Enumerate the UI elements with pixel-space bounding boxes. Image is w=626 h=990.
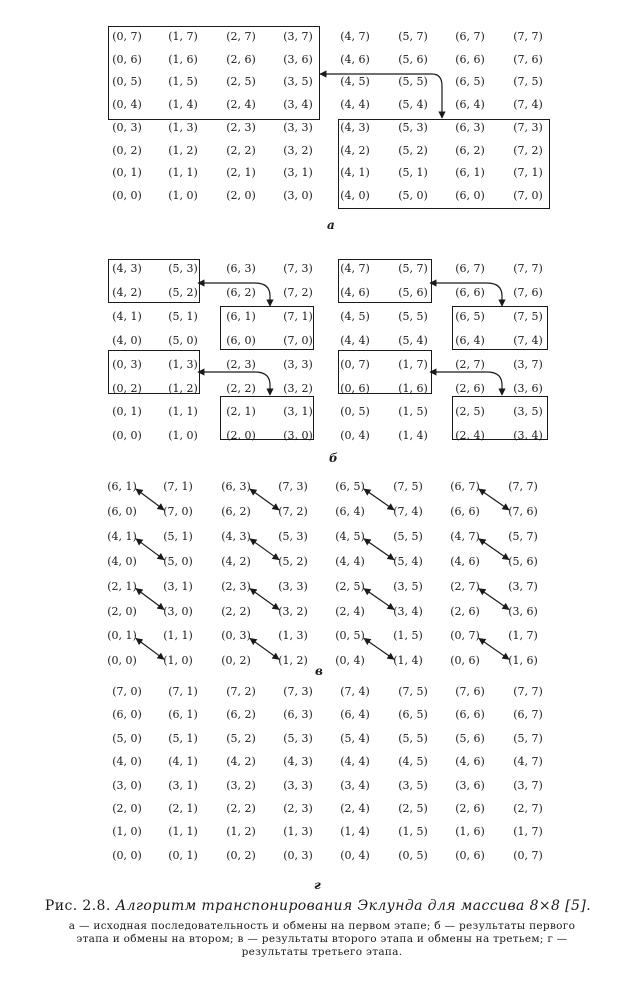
panel-b-block-1: [108, 259, 200, 303]
grid-cell: (1, 7): [168, 30, 198, 43]
grid-cell: (4, 0): [112, 755, 142, 769]
grid-cell: (5, 4): [398, 333, 428, 347]
grid-cell: (7, 4): [393, 504, 423, 518]
grid-cell: (2, 5): [398, 802, 428, 815]
panel-b-block-4: [452, 306, 548, 350]
grid-cell: (5, 2): [278, 554, 308, 568]
grid-cell: (6, 5): [455, 75, 485, 89]
grid-cell: (1, 0): [168, 188, 198, 202]
grid-cell: (5, 4): [398, 98, 428, 112]
grid-cell: (2, 3): [226, 120, 256, 134]
grid-cell: (5, 0): [163, 554, 193, 568]
grid-cell: (1, 5): [393, 629, 423, 643]
grid-cell: (3, 4): [513, 429, 543, 443]
grid-cell: (2, 7): [455, 357, 485, 371]
grid-cell: (5, 5): [398, 731, 428, 745]
grid-cell: (7, 6): [513, 285, 543, 299]
grid-cell: (0, 0): [112, 188, 142, 202]
grid-cell: (2, 7): [513, 802, 543, 815]
grid-cell: (4, 7): [450, 529, 480, 543]
grid-cell: (6, 1): [107, 480, 137, 493]
grid-cell: (6, 6): [455, 285, 485, 299]
grid-cell: (5, 1): [168, 309, 198, 323]
grid-cell: (6, 5): [335, 480, 365, 493]
grid-cell: (2, 2): [226, 381, 256, 395]
grid-cell: (0, 6): [112, 52, 142, 66]
grid-cell: (0, 4): [335, 654, 365, 668]
grid-cell: (2, 4): [335, 604, 365, 618]
grid-cell: (7, 0): [513, 188, 543, 202]
grid-cell: (4, 5): [340, 309, 370, 323]
grid-cell: (0, 7): [340, 357, 370, 371]
grid-cell: (7, 4): [513, 98, 543, 112]
grid-cell: (2, 1): [168, 802, 198, 815]
grid-cell: (2, 6): [450, 604, 480, 618]
grid-cell: (5, 2): [226, 731, 256, 745]
panel-b-block-5: [108, 350, 200, 394]
panel-a-block-bottom-right: [338, 119, 550, 209]
grid-cell: (2, 1): [226, 405, 256, 419]
grid-cell: (5, 7): [398, 262, 428, 275]
grid-cell: (1, 3): [283, 825, 313, 839]
grid-cell: (6, 2): [221, 504, 251, 518]
grid-cell: (4, 4): [340, 98, 370, 112]
grid-cell: (7, 5): [513, 75, 543, 89]
grid-cell: (4, 6): [455, 755, 485, 769]
grid-cell: (5, 6): [455, 731, 485, 745]
grid-cell: (6, 7): [450, 480, 480, 493]
grid-cell: (7, 6): [508, 504, 538, 518]
grid-cell: (3, 0): [112, 778, 142, 792]
grid-cell: (2, 5): [335, 579, 365, 593]
grid-cell: (5, 5): [398, 309, 428, 323]
panel-b-block-3: [338, 259, 432, 303]
grid-cell: (7, 2): [283, 285, 313, 299]
grid-cell: (6, 4): [455, 333, 485, 347]
grid-cell: (0, 2): [221, 654, 251, 668]
grid-cell: (2, 6): [226, 52, 256, 66]
grid-cell: (1, 2): [168, 381, 198, 395]
grid-cell: (2, 1): [107, 579, 137, 593]
grid-cell: (0, 2): [112, 381, 142, 395]
grid-cell: (3, 6): [508, 604, 538, 618]
grid-cell: (1, 0): [163, 654, 193, 668]
grid-cell: (0, 5): [340, 405, 370, 419]
grid-cell: (1, 6): [168, 52, 198, 66]
grid-cell: (6, 1): [226, 309, 256, 323]
grid-cell: (7, 0): [283, 333, 313, 347]
grid-cell: (6, 1): [168, 708, 198, 722]
grid-cell: (1, 4): [398, 429, 428, 443]
grid-cell: (5, 1): [163, 529, 193, 543]
grid-cell: (3, 2): [283, 143, 313, 157]
grid-cell: (6, 4): [340, 708, 370, 722]
grid-cell: (3, 4): [283, 98, 313, 112]
figure-title: Алгоритм транспонирования Эклунда для массива 8×8 [5].: [115, 898, 592, 914]
grid-cell: (7, 6): [455, 685, 485, 698]
grid-cell: (1, 4): [168, 98, 198, 112]
grid-cell: (2, 6): [455, 381, 485, 395]
grid-cell: (4, 0): [112, 333, 142, 347]
panel-a-label: а: [327, 218, 335, 232]
panel-b-label: б: [329, 451, 338, 465]
grid-cell: (5, 3): [398, 120, 428, 134]
grid-cell: (2, 2): [221, 604, 251, 618]
grid-cell: (7, 3): [283, 262, 313, 275]
panel-b-block-2: [220, 306, 314, 350]
panel-b-block-8: [452, 396, 548, 443]
grid-cell: (1, 7): [398, 357, 428, 371]
grid-cell: (4, 1): [168, 755, 198, 769]
panel-c-label: в: [315, 664, 323, 678]
figure-caption-title: [38, 898, 598, 914]
grid-cell: (3, 1): [163, 579, 193, 593]
grid-cell: (2, 0): [226, 188, 256, 202]
panel-b-block-7: [338, 350, 432, 394]
grid-cell: (5, 4): [393, 554, 423, 568]
grid-cell: (4, 3): [112, 262, 142, 275]
grid-cell: (0, 7): [450, 629, 480, 643]
grid-cell: (7, 0): [163, 504, 193, 518]
grid-cell: (6, 7): [455, 30, 485, 43]
grid-cell: (7, 2): [278, 504, 308, 518]
grid-cell: (6, 1): [455, 166, 485, 180]
grid-cell: (6, 6): [455, 708, 485, 722]
grid-cell: (1, 2): [168, 143, 198, 157]
grid-cell: (5, 2): [168, 285, 198, 299]
grid-cell: (0, 3): [112, 357, 142, 371]
grid-cell: (7, 2): [226, 685, 256, 698]
grid-cell: (6, 0): [107, 504, 137, 518]
grid-cell: (1, 1): [168, 166, 198, 180]
grid-cell: (4, 1): [112, 309, 142, 323]
grid-cell: (0, 2): [226, 848, 256, 862]
grid-cell: (4, 6): [450, 554, 480, 568]
grid-cell: (3, 7): [513, 357, 543, 371]
grid-cell: (4, 5): [340, 75, 370, 89]
grid-cell: (0, 6): [455, 848, 485, 862]
grid-cell: (2, 6): [455, 802, 485, 815]
grid-cell: (3, 4): [340, 778, 370, 792]
grid-cell: (7, 2): [513, 143, 543, 157]
grid-cell: (0, 1): [112, 166, 142, 180]
grid-cell: (1, 1): [168, 825, 198, 839]
grid-cell: (3, 5): [283, 75, 313, 89]
grid-cell: (2, 2): [226, 143, 256, 157]
grid-cell: (3, 4): [393, 604, 423, 618]
grid-cell: (3, 0): [163, 604, 193, 618]
grid-cell: (7, 5): [393, 480, 423, 493]
grid-cell: (6, 3): [226, 262, 256, 275]
grid-cell: (1, 1): [163, 629, 193, 643]
grid-cell: (6, 0): [226, 333, 256, 347]
grid-cell: (7, 7): [508, 480, 538, 493]
grid-cell: (7, 3): [283, 685, 313, 698]
grid-cell: (7, 7): [513, 30, 543, 43]
grid-cell: (3, 7): [508, 579, 538, 593]
grid-cell: (0, 0): [112, 429, 142, 443]
grid-cell: (0, 7): [112, 30, 142, 43]
grid-cell: (5, 3): [168, 262, 198, 275]
grid-cell: (2, 4): [226, 98, 256, 112]
figure-number: Рис. 2.8.: [44, 898, 111, 914]
grid-cell: (5, 7): [513, 731, 543, 745]
grid-cell: (6, 3): [221, 480, 251, 493]
grid-cell: (1, 2): [278, 654, 308, 668]
grid-cell: (0, 7): [513, 848, 543, 862]
grid-cell: (4, 4): [335, 554, 365, 568]
grid-cell: (5, 5): [393, 529, 423, 543]
grid-cell: (1, 0): [168, 429, 198, 443]
grid-cell: (2, 1): [226, 166, 256, 180]
grid-cell: (1, 0): [112, 825, 142, 839]
grid-cell: (0, 4): [340, 848, 370, 862]
grid-cell: (4, 7): [340, 262, 370, 275]
grid-cell: (0, 6): [450, 654, 480, 668]
grid-cell: (5, 7): [508, 529, 538, 543]
grid-cell: (5, 0): [112, 731, 142, 745]
grid-cell: (5, 2): [398, 143, 428, 157]
grid-cell: (7, 1): [168, 685, 198, 698]
panel-d-label: г: [314, 878, 321, 892]
grid-cell: (5, 0): [398, 188, 428, 202]
grid-cell: (3, 5): [398, 778, 428, 792]
grid-cell: (4, 2): [340, 143, 370, 157]
grid-cell: (4, 3): [340, 120, 370, 134]
grid-cell: (7, 1): [283, 309, 313, 323]
grid-cell: (5, 0): [168, 333, 198, 347]
grid-cell: (5, 5): [398, 75, 428, 89]
grid-cell: (1, 4): [393, 654, 423, 668]
grid-cell: (5, 3): [283, 731, 313, 745]
grid-cell: (3, 3): [283, 120, 313, 134]
grid-cell: (4, 0): [107, 554, 137, 568]
grid-cell: (3, 2): [278, 604, 308, 618]
grid-cell: (5, 4): [340, 731, 370, 745]
grid-cell: (4, 1): [107, 529, 137, 543]
grid-cell: (3, 7): [513, 778, 543, 792]
grid-cell: (2, 3): [283, 802, 313, 815]
grid-cell: (0, 6): [340, 381, 370, 395]
grid-cell: (5, 6): [508, 554, 538, 568]
grid-cell: (7, 1): [163, 480, 193, 493]
grid-cell: (4, 6): [340, 52, 370, 66]
grid-cell: (0, 3): [221, 629, 251, 643]
grid-cell: (2, 0): [226, 429, 256, 443]
grid-cell: (2, 5): [455, 405, 485, 419]
grid-cell: (1, 5): [168, 75, 198, 89]
grid-cell: (2, 7): [450, 579, 480, 593]
grid-cell: (6, 2): [226, 708, 256, 722]
grid-cell: (0, 4): [340, 429, 370, 443]
grid-cell: (6, 5): [398, 708, 428, 722]
grid-cell: (6, 2): [455, 143, 485, 157]
grid-cell: (7, 5): [513, 309, 543, 323]
grid-cell: (2, 7): [226, 30, 256, 43]
figure-caption-legend: а — исходная последовательность и обмены на первом этапе; б — результаты первого этапа и обмены на втором; в — результаты второго этапа и обмены на третьем; г — результаты третьего этапа.: [68, 920, 576, 958]
grid-cell: (4, 3): [283, 755, 313, 769]
grid-cell: (7, 5): [398, 685, 428, 698]
grid-cell: (4, 0): [340, 188, 370, 202]
grid-cell: (3, 5): [513, 405, 543, 419]
grid-cell: (7, 4): [513, 333, 543, 347]
grid-cell: (1, 7): [513, 825, 543, 839]
grid-cell: (0, 1): [112, 405, 142, 419]
grid-cell: (3, 6): [455, 778, 485, 792]
grid-cell: (3, 1): [283, 166, 313, 180]
grid-cell: (0, 5): [112, 75, 142, 89]
grid-cell: (6, 6): [450, 504, 480, 518]
grid-cell: (0, 1): [107, 629, 137, 643]
grid-cell: (3, 3): [283, 357, 313, 371]
grid-cell: (5, 6): [398, 52, 428, 66]
grid-cell: (0, 1): [168, 848, 198, 862]
grid-cell: (2, 5): [226, 75, 256, 89]
grid-cell: (5, 7): [398, 30, 428, 43]
grid-cell: (2, 0): [107, 604, 137, 618]
grid-cell: (4, 5): [335, 529, 365, 543]
grid-cell: (0, 3): [112, 120, 142, 134]
grid-cell: (6, 3): [455, 120, 485, 134]
grid-cell: (0, 2): [112, 143, 142, 157]
grid-cell: (3, 6): [513, 381, 543, 395]
grid-cell: (0, 4): [112, 98, 142, 112]
grid-cell: (7, 1): [513, 166, 543, 180]
grid-cell: (4, 3): [221, 529, 251, 543]
grid-cell: (3, 2): [226, 778, 256, 792]
grid-cell: (4, 2): [112, 285, 142, 299]
grid-cell: (4, 6): [340, 285, 370, 299]
grid-cell: (0, 3): [283, 848, 313, 862]
grid-cell: (3, 3): [283, 778, 313, 792]
grid-cell: (5, 3): [278, 529, 308, 543]
grid-cell: (7, 4): [340, 685, 370, 698]
grid-cell: (4, 7): [513, 755, 543, 769]
grid-cell: (1, 2): [226, 825, 256, 839]
grid-cell: (7, 7): [513, 262, 543, 275]
grid-cell: (6, 7): [455, 262, 485, 275]
grid-cell: (5, 1): [398, 166, 428, 180]
grid-cell: (6, 7): [513, 708, 543, 722]
grid-cell: (4, 5): [398, 755, 428, 769]
panel-a-block-top-left: [108, 26, 320, 120]
grid-cell: (2, 0): [112, 802, 142, 815]
grid-cell: (1, 1): [168, 405, 198, 419]
grid-cell: (4, 2): [221, 554, 251, 568]
grid-cell: (1, 3): [278, 629, 308, 643]
grid-cell: (3, 3): [278, 579, 308, 593]
grid-cell: (3, 5): [393, 579, 423, 593]
grid-cell: (3, 1): [168, 778, 198, 792]
grid-cell: (1, 6): [508, 654, 538, 668]
grid-cell: (6, 3): [283, 708, 313, 722]
grid-cell: (4, 2): [226, 755, 256, 769]
grid-cell: (7, 6): [513, 52, 543, 66]
grid-cell: (4, 1): [340, 166, 370, 180]
grid-cell: (7, 3): [278, 480, 308, 493]
grid-cell: (6, 4): [455, 98, 485, 112]
grid-cell: (1, 4): [340, 825, 370, 839]
grid-cell: (3, 0): [283, 429, 313, 443]
grid-cell: (6, 2): [226, 285, 256, 299]
grid-cell: (7, 7): [513, 685, 543, 698]
grid-cell: (1, 3): [168, 357, 198, 371]
grid-cell: (2, 3): [226, 357, 256, 371]
grid-cell: (3, 6): [283, 52, 313, 66]
grid-cell: (3, 2): [283, 381, 313, 395]
grid-cell: (3, 1): [283, 405, 313, 419]
grid-cell: (6, 0): [455, 188, 485, 202]
grid-cell: (6, 4): [335, 504, 365, 518]
grid-cell: (3, 0): [283, 188, 313, 202]
grid-cell: (5, 1): [168, 731, 198, 745]
grid-cell: (7, 3): [513, 120, 543, 134]
grid-cell: (0, 5): [398, 848, 428, 862]
grid-cell: (6, 0): [112, 708, 142, 722]
grid-cell: (4, 4): [340, 755, 370, 769]
grid-cell: (0, 0): [112, 848, 142, 862]
grid-cell: (4, 7): [340, 30, 370, 43]
grid-cell: (4, 4): [340, 333, 370, 347]
panel-b-block-6: [220, 396, 314, 443]
grid-cell: (3, 7): [283, 30, 313, 43]
grid-cell: (1, 6): [398, 381, 428, 395]
grid-cell: (1, 6): [455, 825, 485, 839]
grid-cell: (1, 3): [168, 120, 198, 134]
grid-cell: (6, 6): [455, 52, 485, 66]
grid-cell: (6, 5): [455, 309, 485, 323]
grid-cell: (2, 4): [340, 802, 370, 815]
grid-cell: (2, 4): [455, 429, 485, 443]
grid-cell: (2, 3): [221, 579, 251, 593]
grid-cell: (0, 0): [107, 654, 137, 668]
grid-cell: (5, 6): [398, 285, 428, 299]
grid-cell: (1, 7): [508, 629, 538, 643]
grid-cell: (1, 5): [398, 405, 428, 419]
grid-cell: (2, 2): [226, 802, 256, 815]
grid-cell: (7, 0): [112, 685, 142, 698]
grid-cell: (1, 5): [398, 825, 428, 839]
grid-cell: (0, 5): [335, 629, 365, 643]
